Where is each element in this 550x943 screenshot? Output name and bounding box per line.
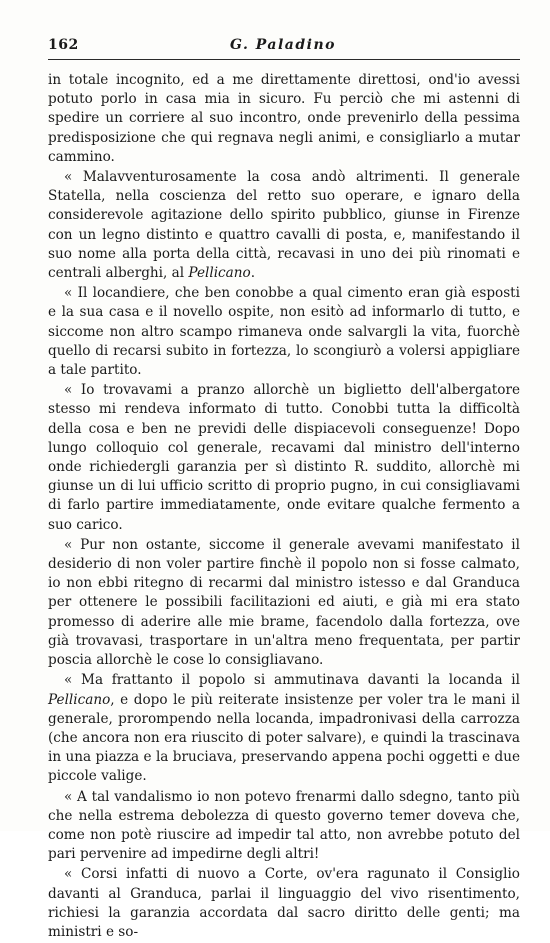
paragraph-6-text: « Ma frattanto il popolo si ammutinava davanti la locanda il xyxy=(64,672,520,689)
header-rule xyxy=(48,59,520,60)
paragraph-2 xyxy=(48,168,520,283)
paragraph-4: « Io trovavami a pranzo allorchè un biglietto dell'albergatore stesso mi rendeva informato di tutto. Conobbi tutta la difficoltà della cosa e ben ne previdi delle dispiacevoli conseguenze! Dopo lungo colloquio col generale, recavami dal ministro dell'interno onde richiedergli garanzia per sì distinto R. suddito, allorchè mi giunse un di lui ufficio scritto di proprio pugno, in cui consigliavami di farlo partire immediatamente, onde evitare qualche fermento a suo carico. xyxy=(48,382,520,533)
paragraph-1: in totale incognito, ed a me direttamente direttosi, ond'io avessi potuto porlo in casa mia in sicuro. Fu perciò che mi astenni di spedire un corriere al suo incontro, onde prevenirlo della pessima predisposizione che qui regnava negli animi, e consigliarlo a mutar cammino. xyxy=(48,72,520,165)
paragraph-6-tail: , e dopo le più reiterate insistenze per voler tra le mani il generale, prorompendo nella locanda, impadronivasi della carrozza (che ancora non era riuscito di poter salvare), e quindi la trascinava in una piazza e la bruciava, preservando appena pochi oggetti e due piccole valige. xyxy=(48,691,520,785)
running-title: G. Paladino xyxy=(230,37,336,53)
running-head xyxy=(48,36,518,54)
paragraph-2-text: « Malavventurosamente la cosa andò altrimenti. Il generale Statella, nella coscienza del retto suo operare, e ignaro della considerevole agitazione dello spirito pubblico, giunse in Firenze con un legno distinto e quattro cavalli di posta, e, manifestando il suo nome alla porta della città, recavasi in uno dei più rinomati e centrali alberghi, al xyxy=(48,169,520,282)
paragraph-7: « A tal vandalismo io non potevo frenarmi dallo sdegno, tanto più che nella estrema debolezza di questo governo temer doveva che, come non potè riuscire ad impedir tal atto, non avrebbe potuto del pari pervenire ad impedirne degli altri! xyxy=(48,788,520,863)
paragraph-5: « Pur non ostante, siccome il generale avevami manifestato il desiderio di non voler partire finchè il popolo non si fosse calmato, io non ebbi ritegno di recarmi dal ministro istesso e dal Granduca per ottenere le possibili facilitazioni ed aiuti, e già mi era stato promesso di aderire alle mie brame, facendolo dalla fortezza, ove già trovavasi, trasportare in un'altra meno frequentata, per partir poscia allorchè le cose lo consigliavano. xyxy=(48,536,520,669)
paragraph-3: « Il locandiere, che ben conobbe a qual cimento eran già esposti e la sua casa e il novello ospite, non esitò ad informarlo di tutto, e siccome non altro scampo rimaneva onde salvargli la vita, fuorchè quello di recarsi subito in fortezza, lo scongiurò a volersi appigliare a tale partito. xyxy=(48,285,520,379)
body-text xyxy=(48,71,520,943)
paragraph-2-italic: Pellicano xyxy=(188,265,251,282)
paragraph-6-italic: Pellicano xyxy=(48,691,111,708)
paragraph-6 xyxy=(48,671,520,786)
page-number: 162 xyxy=(48,37,79,53)
paragraph-2-period: . xyxy=(250,265,256,282)
paragraph-8: « Corsi infatti di nuovo a Corte, ov'era ragunato il Consiglio davanti al Granduca, parlai il linguaggio del vivo risentimento, richiesi la garanzia accordata dal sacro diritto delle genti; ma ministri e so- xyxy=(48,866,520,940)
